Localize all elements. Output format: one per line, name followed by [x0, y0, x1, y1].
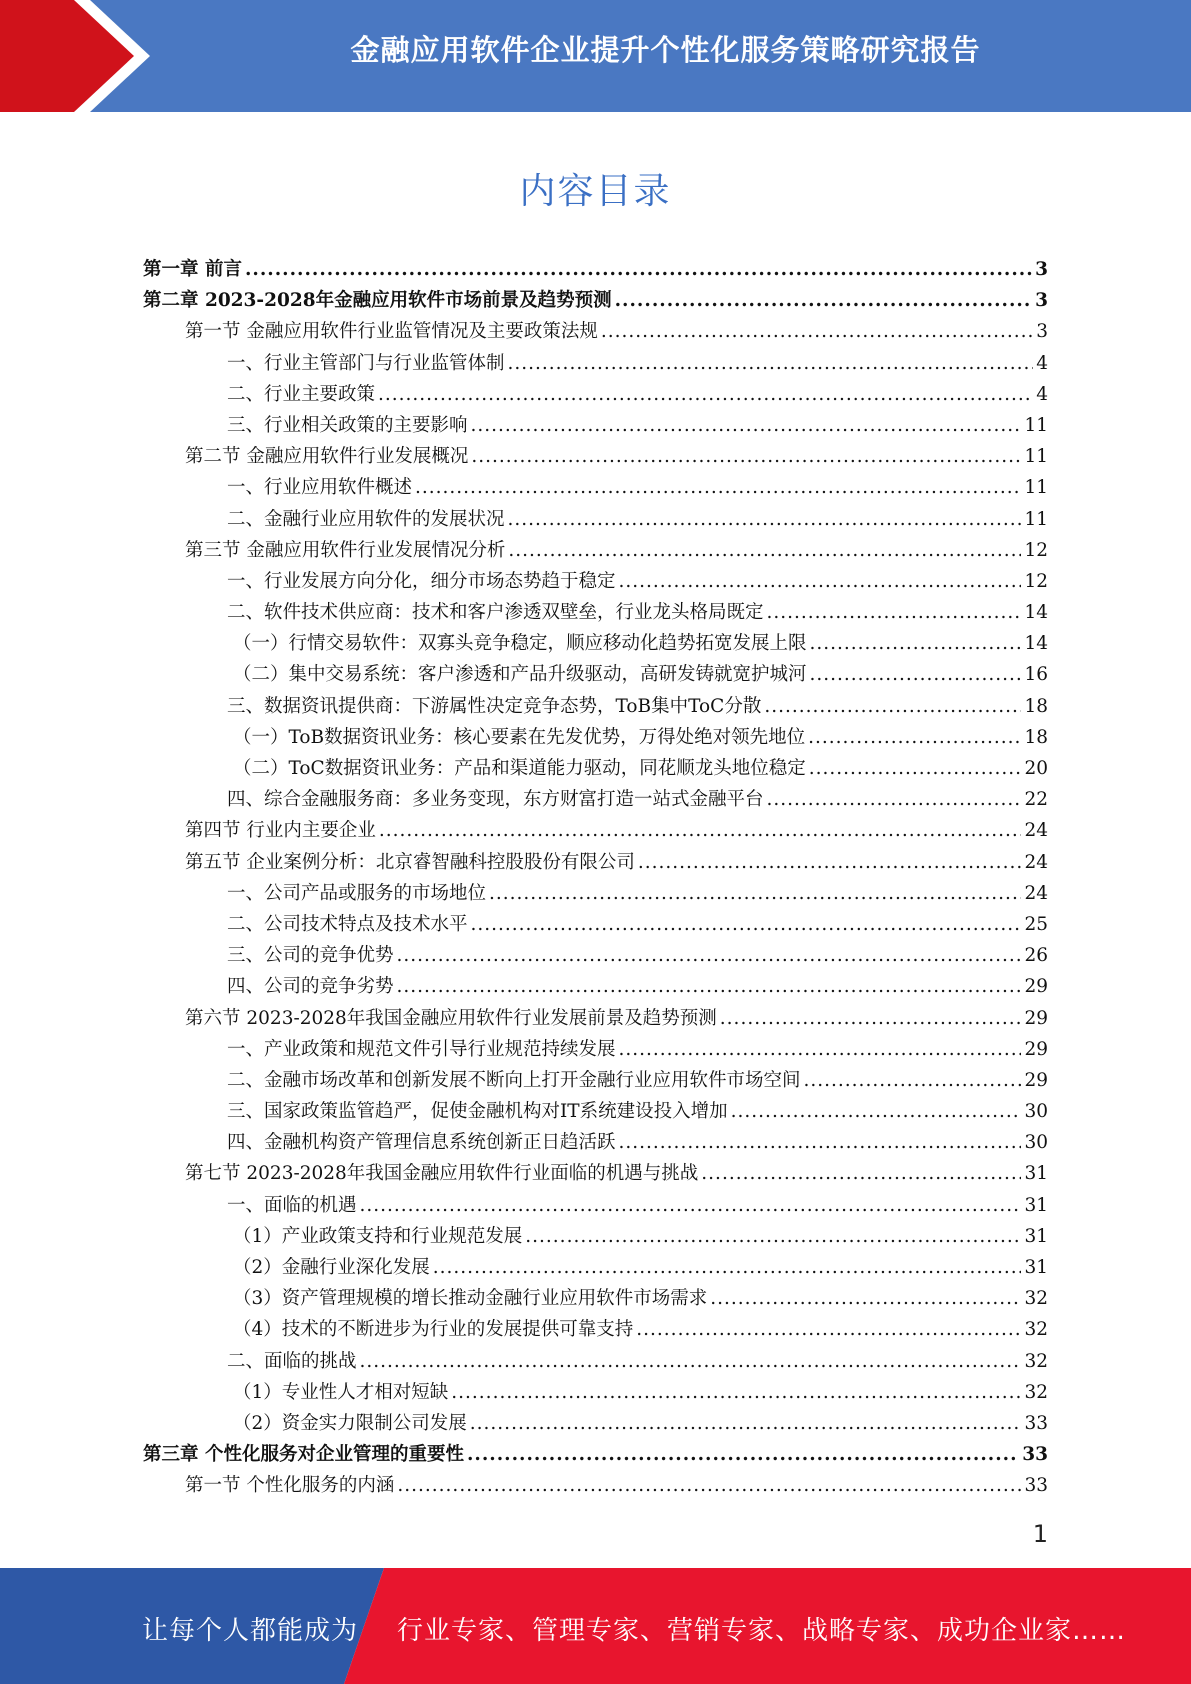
- toc-entry[interactable]: [143, 847, 1048, 878]
- toc-leader-dots: [415, 472, 1021, 503]
- toc-entry-title: 二、软件技术供应商：技术和客户渗透双壁垒，行业龙头格局既定: [227, 602, 764, 624]
- toc-entry-page: 18: [1024, 726, 1048, 748]
- toc-entry-page: 16: [1024, 664, 1048, 686]
- toc-leader-dots: [470, 1408, 1022, 1439]
- toc-entry-page: 11: [1024, 508, 1048, 530]
- toc-entry-title: 第一节 个性化服务的内涵: [185, 1475, 395, 1497]
- toc-entry[interactable]: [143, 348, 1048, 379]
- toc-entry-page: 31: [1024, 1163, 1048, 1185]
- toc-entry-title: 三、数据资讯提供商：下游属性决定竞争态势，ToB集中ToC分散: [227, 695, 762, 717]
- toc-leader-dots: [619, 566, 1022, 597]
- toc-entry[interactable]: [143, 909, 1048, 940]
- toc-entry-page: 11: [1024, 446, 1048, 468]
- toc-leader-dots: [471, 909, 1022, 940]
- page-number: 1: [1032, 1520, 1048, 1548]
- toc-leader-dots: [808, 722, 1021, 753]
- toc-entry-title: 第二章 2023-2028年金融应用软件市场前景及趋势预测: [143, 290, 612, 312]
- toc-entry-page: 24: [1024, 820, 1048, 842]
- toc-entry-page: 3: [1036, 321, 1048, 343]
- toc-entry[interactable]: [143, 597, 1048, 628]
- toc-entry-page: 14: [1024, 633, 1048, 655]
- toc-leader-dots: [810, 628, 1022, 659]
- toc-entry-title: （二）ToC数据资讯业务：产品和渠道能力驱动，同花顺龙头地位稳定: [233, 758, 806, 779]
- toc-entry-title: 第七节 2023-2028年我国金融应用软件行业面临的机遇与挑战: [185, 1163, 699, 1185]
- toc-entry[interactable]: [143, 316, 1048, 347]
- toc-entry-page: 4: [1036, 383, 1048, 405]
- toc-leader-dots: [720, 1003, 1022, 1034]
- toc-entry[interactable]: [143, 1127, 1048, 1158]
- toc-entry[interactable]: [143, 815, 1048, 846]
- toc-leader-dots: [471, 441, 1021, 472]
- toc-entry-title: 二、公司技术特点及技术水平: [227, 913, 468, 935]
- toc-entry[interactable]: [143, 1190, 1048, 1221]
- toc-entry-title: 第三节 金融应用软件行业发展情况分析: [185, 539, 506, 561]
- toc-title: 内容目录: [519, 171, 672, 212]
- toc-entry-title: 第五节 企业案例分析：北京睿智融科控股股份有限公司: [185, 851, 635, 873]
- toc-leader-dots: [451, 1377, 1021, 1408]
- toc-entry[interactable]: [143, 940, 1048, 971]
- toc-entry-title: （1）专业性人才相对短缺: [233, 1381, 449, 1403]
- toc-entry-title: （3）资产管理规模的增长推动金融行业应用软件市场需求: [233, 1288, 708, 1310]
- toc-entry[interactable]: [143, 1346, 1048, 1377]
- toc-entry-title: （2）金融行业深化发展: [233, 1257, 430, 1278]
- toc-entry-page: 31: [1024, 1257, 1048, 1278]
- toc-entry-title: 二、面临的挑战: [227, 1350, 357, 1372]
- toc-entry[interactable]: [143, 1377, 1048, 1408]
- toc-entry[interactable]: [143, 753, 1048, 784]
- toc-entry[interactable]: [143, 1252, 1048, 1283]
- toc-entry-title: 第四节 行业内主要企业: [185, 820, 376, 842]
- toc-entry-title: （4）技术的不断进步为行业的发展提供可靠支持: [233, 1319, 634, 1341]
- toc-entry-page: 3: [1035, 290, 1048, 312]
- toc-entry-page: 30: [1024, 1101, 1048, 1123]
- toc-entry-page: 32: [1024, 1288, 1048, 1310]
- toc-entry-page: 33: [1024, 1412, 1048, 1434]
- toc-entry-title: 二、行业主要政策: [227, 383, 376, 405]
- toc-entry-title: （1）产业政策支持和行业规范发展: [233, 1225, 523, 1247]
- toc-leader-dots: [397, 940, 1022, 971]
- toc-entry[interactable]: [143, 1158, 1048, 1189]
- toc-entry-page: 20: [1024, 758, 1048, 779]
- toc-entry-page: 12: [1024, 570, 1048, 592]
- toc-entry-page: 3: [1035, 259, 1048, 280]
- toc-leader-dots: [764, 691, 1021, 722]
- toc-entry[interactable]: [143, 441, 1048, 472]
- toc-leader-dots: [601, 316, 1033, 347]
- toc-leader-dots: [638, 847, 1022, 878]
- toc-entry-title: 第一节 金融应用软件行业监管情况及主要政策法规: [185, 321, 598, 343]
- toc-entry-page: 14: [1024, 602, 1048, 624]
- toc-leader-dots: [767, 784, 1022, 815]
- toc-entry[interactable]: [143, 1314, 1048, 1345]
- toc-entry[interactable]: [143, 472, 1048, 503]
- toc-entry-page: 18: [1024, 695, 1048, 717]
- toc-entry-page: 32: [1024, 1381, 1048, 1403]
- report-title: 金融应用软件企业提升个性化服务策略研究报告: [350, 33, 981, 67]
- toc-entry[interactable]: [143, 1221, 1048, 1252]
- toc-entry-title: 二、金融市场改革和创新发展不断向上打开金融行业应用软件市场空间: [227, 1069, 801, 1091]
- toc-leader-dots: [619, 1034, 1022, 1065]
- toc-entry-title: 一、行业主管部门与行业监管体制: [227, 352, 505, 374]
- toc-entry[interactable]: [143, 1003, 1048, 1034]
- toc-entry[interactable]: [143, 410, 1048, 441]
- toc-leader-dots: [804, 1065, 1022, 1096]
- toc-entry-page: 24: [1024, 882, 1048, 904]
- toc-leader-dots: [810, 659, 1022, 690]
- toc-leader-dots: [433, 1252, 1022, 1283]
- toc-entry-page: 26: [1024, 945, 1048, 967]
- toc-entry-title: 一、公司产品或服务的市场地位: [227, 882, 487, 904]
- toc-entry[interactable]: [143, 285, 1048, 316]
- toc-entry[interactable]: [143, 691, 1048, 722]
- toc-leader-dots: [360, 1190, 1022, 1221]
- toc-entry-page: 22: [1024, 789, 1048, 811]
- toc-entry-page: 25: [1024, 913, 1048, 935]
- toc-entry[interactable]: [143, 1034, 1048, 1065]
- toc-entry-title: 第三章 个性化服务对企业管理的重要性: [143, 1444, 464, 1466]
- toc-entry[interactable]: [143, 878, 1048, 909]
- toc-entry[interactable]: [143, 254, 1048, 285]
- toc-entry-title: 二、金融行业应用软件的发展状况: [227, 508, 505, 530]
- toc-entry-page: 24: [1024, 851, 1048, 873]
- toc-leader-dots: [636, 1314, 1021, 1345]
- toc-leader-dots: [809, 753, 1022, 784]
- toc-entry-title: 三、行业相关政策的主要影响: [227, 414, 468, 436]
- toc-leader-dots: [619, 1127, 1022, 1158]
- toc-leader-dots: [360, 1346, 1022, 1377]
- toc-entry-title: （一）ToB数据资讯业务：核心要素在先发优势，万得处绝对领先地位: [233, 726, 806, 748]
- toc-entry[interactable]: [143, 722, 1048, 753]
- toc-leader-dots: [467, 1439, 1019, 1470]
- toc-entry-page: 31: [1024, 1225, 1048, 1247]
- footer-band: [0, 1568, 1191, 1684]
- footer-slogan-right: 行业专家、管理专家、营销专家、战略专家、成功企业家……: [397, 1616, 1127, 1646]
- toc-entry-title: （一）行情交易软件：双寡头竞争稳定，顺应移动化趋势拓宽发展上限: [233, 633, 807, 655]
- toc-entry-title: 一、面临的机遇: [227, 1194, 357, 1216]
- toc-entry-title: 一、行业发展方向分化，细分市场态势趋于稳定: [227, 570, 616, 592]
- toc-entry-title: 一、行业应用软件概述: [227, 477, 413, 499]
- toc-leader-dots: [378, 379, 1033, 410]
- header-band: [0, 0, 1191, 112]
- toc-entry[interactable]: [143, 535, 1048, 566]
- toc-entry[interactable]: [143, 1283, 1048, 1314]
- toc-entry-page: 29: [1024, 1069, 1048, 1091]
- table-of-contents: [143, 254, 1048, 1502]
- toc-leader-dots: [615, 285, 1033, 316]
- toc-entry-page: 32: [1024, 1319, 1048, 1341]
- toc-entry-page: 4: [1036, 352, 1048, 374]
- toc-leader-dots: [471, 410, 1022, 441]
- toc-entry-title: 第一章 前言: [143, 259, 242, 280]
- toc-leader-dots: [397, 1470, 1021, 1501]
- toc-entry-title: （二）集中交易系统：客户渗透和产品升级驱动，高研发铸就宽护城河: [233, 664, 807, 686]
- toc-entry-title: 一、产业政策和规范文件引导行业规范持续发展: [227, 1038, 616, 1060]
- toc-entry-title: 第二节 金融应用软件行业发展概况: [185, 446, 469, 468]
- footer-slogan-left: 让每个人都能成为: [142, 1616, 359, 1646]
- toc-entry-page: 12: [1024, 539, 1048, 561]
- toc-entry-page: 29: [1024, 976, 1048, 998]
- toc-leader-dots: [701, 1158, 1021, 1189]
- toc-entry-page: 30: [1024, 1132, 1048, 1154]
- toc-leader-dots: [525, 1221, 1021, 1252]
- toc-entry[interactable]: [143, 379, 1048, 410]
- toc-entry-page: 11: [1024, 414, 1048, 436]
- toc-entry[interactable]: [143, 659, 1048, 690]
- toc-leader-dots: [245, 254, 1032, 285]
- toc-entry-title: 四、公司的竞争劣势: [227, 976, 394, 998]
- toc-entry-title: 四、金融机构资产管理信息系统创新正日趋活跃: [227, 1132, 616, 1154]
- toc-entry-title: （2）资金实力限制公司发展: [233, 1412, 467, 1434]
- toc-leader-dots: [767, 597, 1022, 628]
- toc-entry-page: 33: [1024, 1475, 1048, 1497]
- toc-entry-page: 29: [1024, 1038, 1048, 1060]
- toc-leader-dots: [710, 1283, 1021, 1314]
- toc-entry-page: 11: [1024, 477, 1048, 499]
- toc-entry-page: 29: [1024, 1007, 1048, 1029]
- toc-entry-title: 第六节 2023-2028年我国金融应用软件行业发展前景及趋势预测: [185, 1007, 717, 1029]
- toc-leader-dots: [508, 348, 1034, 379]
- toc-leader-dots: [379, 815, 1022, 846]
- toc-leader-dots: [508, 535, 1021, 566]
- toc-entry[interactable]: [143, 971, 1048, 1002]
- toc-entry[interactable]: [143, 784, 1048, 815]
- toc-leader-dots: [489, 878, 1021, 909]
- toc-entry-title: 三、国家政策监管趋严，促使金融机构对IT系统建设投入增加: [227, 1101, 728, 1123]
- toc-entry[interactable]: [143, 1096, 1048, 1127]
- toc-entry-title: 四、综合金融服务商：多业务变现，东方财富打造一站式金融平台: [227, 789, 764, 811]
- toc-entry-title: 三、公司的竞争优势: [227, 945, 394, 967]
- toc-entry-page: 33: [1022, 1444, 1048, 1466]
- toc-entry-page: 32: [1024, 1350, 1048, 1372]
- toc-leader-dots: [731, 1096, 1022, 1127]
- toc-entry[interactable]: [143, 1439, 1048, 1470]
- toc-entry[interactable]: [143, 1470, 1048, 1501]
- toc-leader-dots: [397, 971, 1022, 1002]
- toc-leader-dots: [508, 504, 1022, 535]
- toc-entry[interactable]: [143, 1408, 1048, 1439]
- toc-entry[interactable]: [143, 504, 1048, 535]
- toc-entry[interactable]: [143, 1065, 1048, 1096]
- toc-entry-page: 31: [1024, 1194, 1048, 1216]
- toc-entry[interactable]: [143, 628, 1048, 659]
- toc-entry[interactable]: [143, 566, 1048, 597]
